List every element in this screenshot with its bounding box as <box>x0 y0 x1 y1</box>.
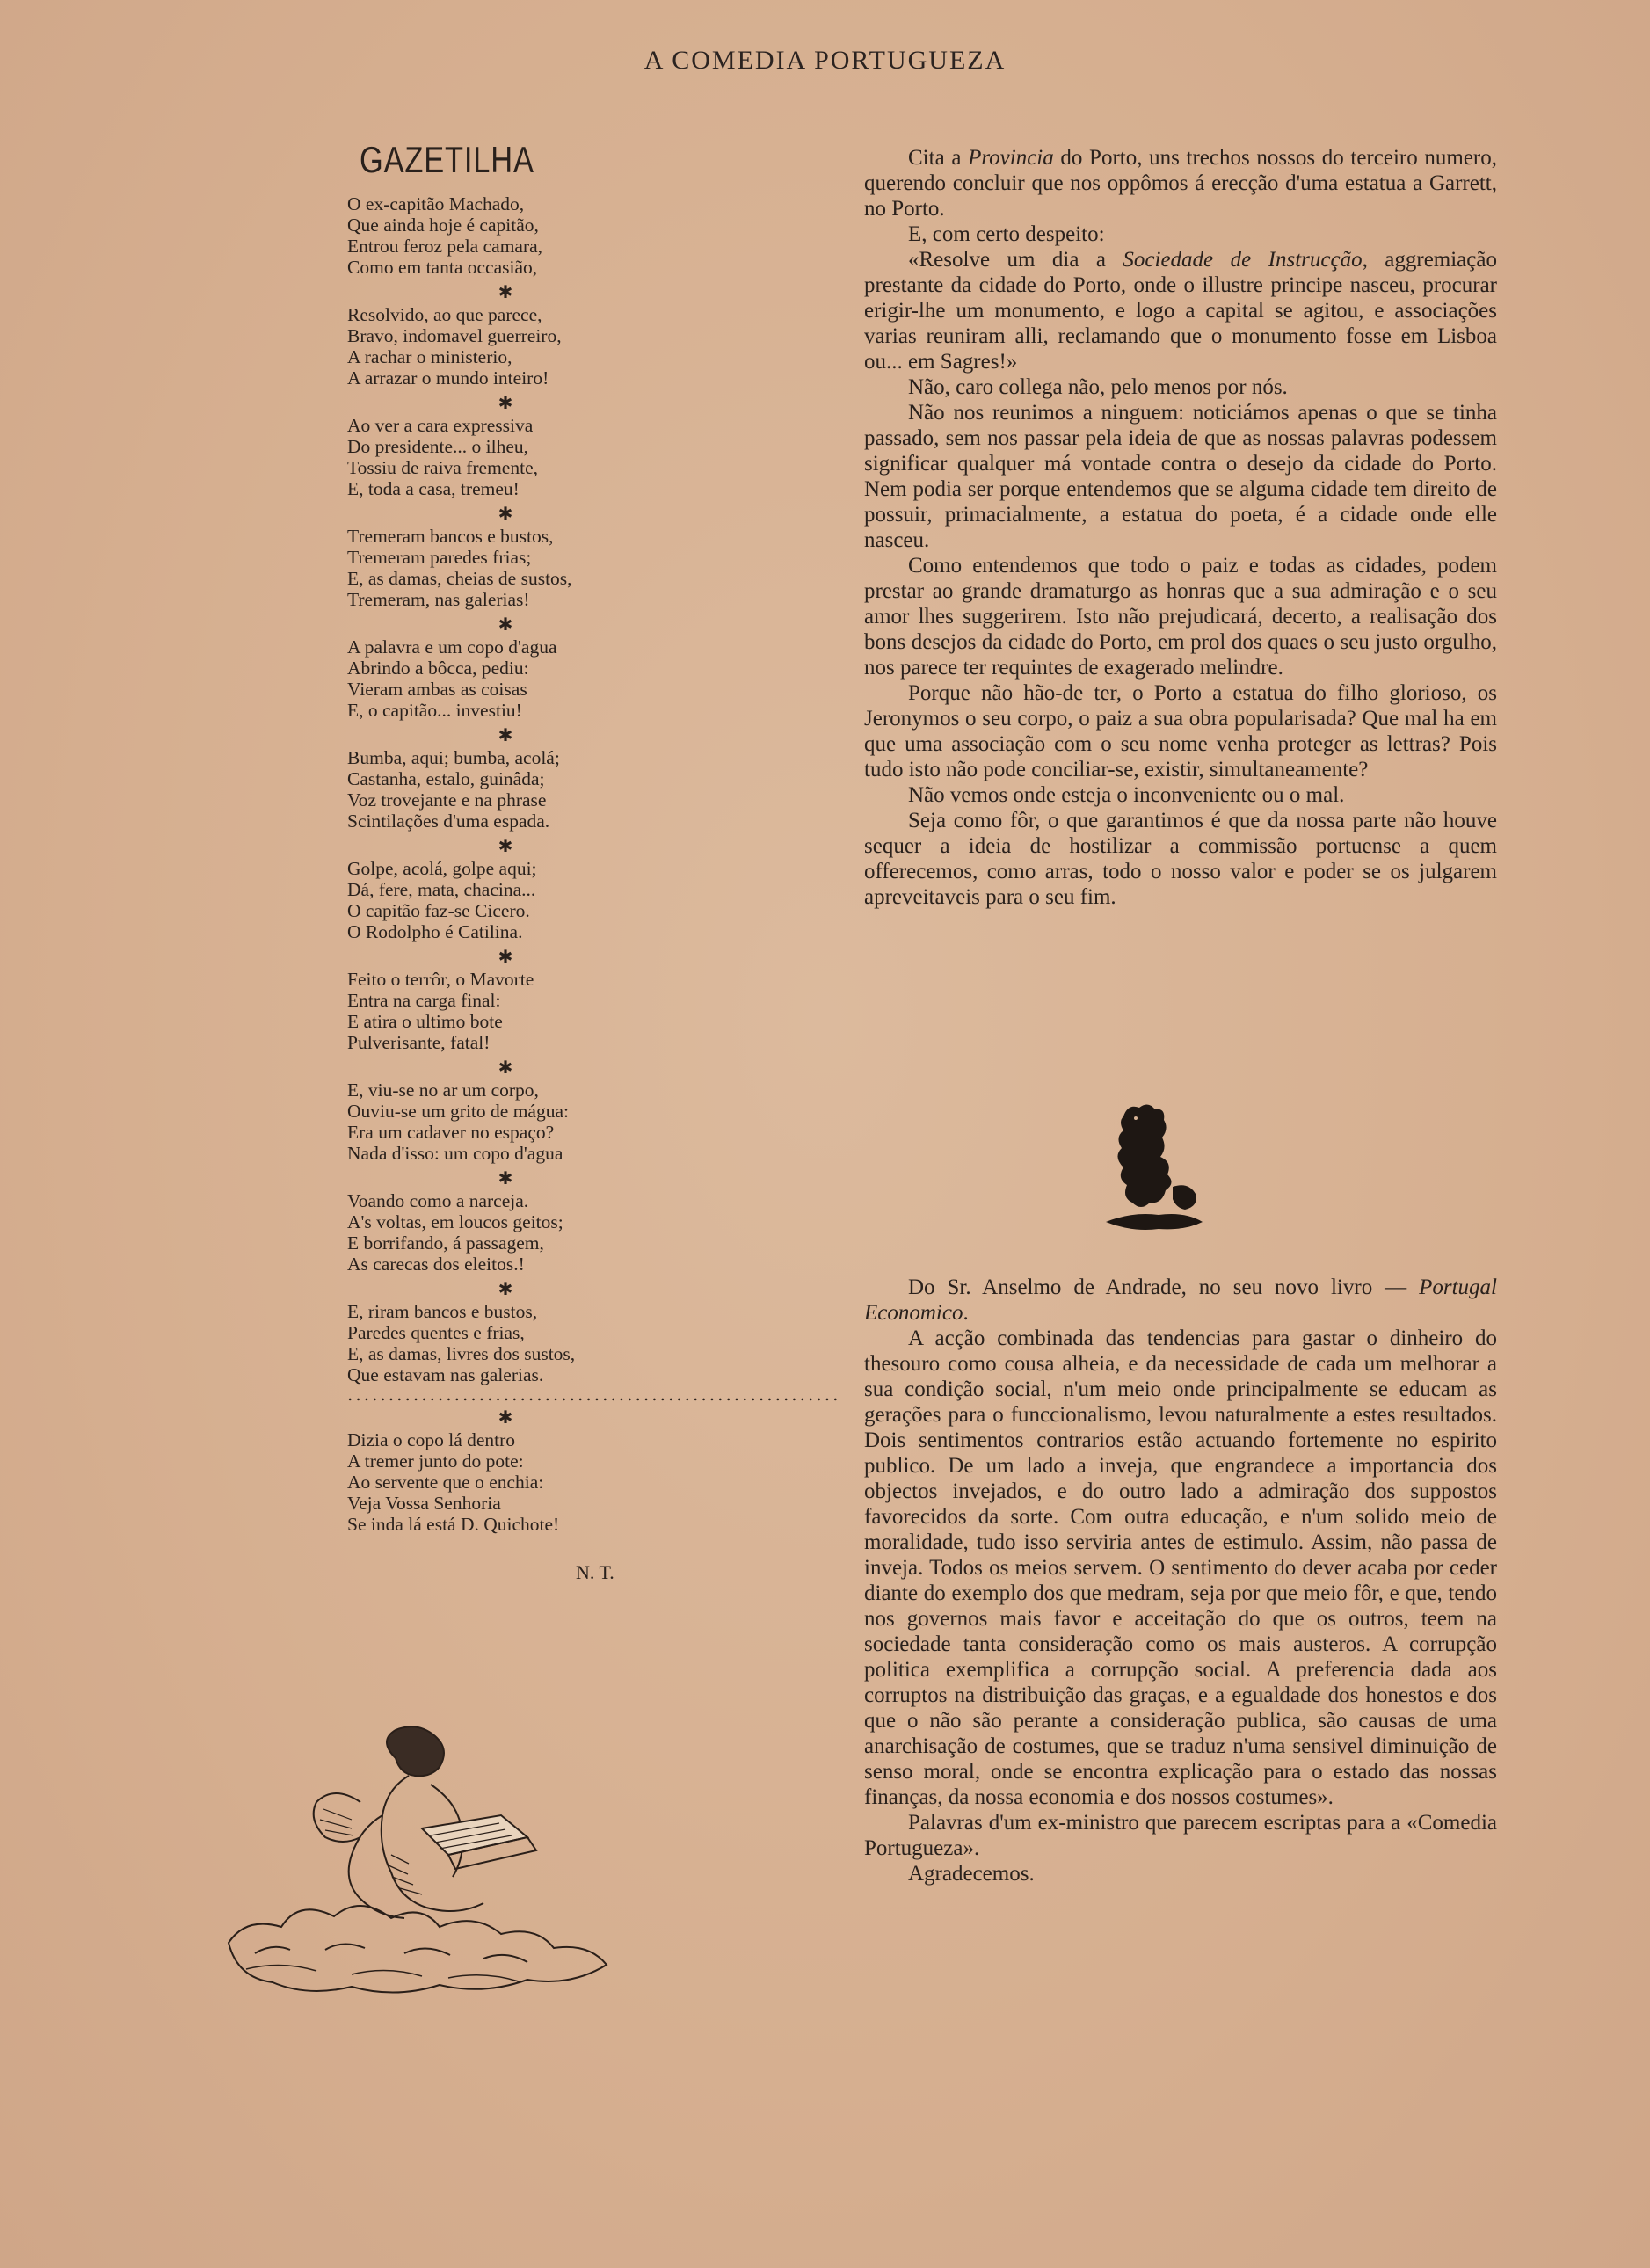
poem-line: Voando como a narceja. <box>347 1190 529 1211</box>
poem-stanza <box>347 747 664 832</box>
gazetilha-column <box>347 139 841 1584</box>
poem-line: E, viu-se no ar um corpo, <box>347 1079 539 1101</box>
stanza-separator: ✱ <box>498 1057 513 1078</box>
poem-line: Que ainda hoje é capitão, <box>347 214 539 236</box>
poem-line: E, as damas, cheias de sustos, <box>347 568 572 589</box>
article-provincia-body <box>864 145 1497 910</box>
poem-line: E, as damas, livres dos sustos, <box>347 1343 576 1364</box>
stanza-separator: ✱ <box>498 1278 513 1299</box>
poem-stanza <box>347 304 664 389</box>
poem-stanza <box>347 1190 664 1275</box>
stanza-separator: ✱ <box>498 614 513 635</box>
article-paragraph: Palavras d'um ex-ministro que parecem escriptas para a «Comedia Portugueza». <box>864 1811 1497 1860</box>
stanza-separator: ✱ <box>498 392 513 413</box>
poem-line: Ao ver a cara expressiva <box>347 415 534 436</box>
poem-line: A rachar o ministerio, <box>347 346 512 367</box>
poem-line: O Rodolpho é Catilina. <box>347 921 523 942</box>
poem-line: Nada d'isso: um copo d'agua <box>347 1143 563 1164</box>
cherub-reading-icon <box>220 1723 624 2004</box>
poem-signature: N. T. <box>576 1561 614 1583</box>
poem-stanza <box>347 415 664 499</box>
article-paragraph: Cita a Provincia do Porto, uns trechos nossos do terceiro numero, querendo concluir que nos oppômos á erecção d'uma estatua a Garrett, no Porto. <box>864 146 1497 221</box>
poem-stanza <box>347 193 664 278</box>
poem-line: A tremer junto do pote: <box>347 1450 524 1472</box>
poem-line: O capitão faz-se Cicero. <box>347 900 530 921</box>
poem-line: Tremeram, nas galerias! <box>347 589 530 610</box>
article-paragraph: Porque não hão-de ter, o Porto a estatua do filho glorioso, os Jeronymos o seu corpo, o paiz a sua obra popularisada? Que mal ha em que uma associação com o seu nome venha proteger as lettras? Pois tudo isto não pode conciliar-se, existir, simultaneamente? <box>864 681 1497 781</box>
stanza-separator: ✱ <box>498 1407 513 1428</box>
stanza-separator: ✱ <box>498 946 513 967</box>
poem-line: Que estavam nas galerias. <box>347 1364 544 1385</box>
poem-line: A's voltas, em loucos geitos; <box>347 1211 563 1232</box>
poem-line: Era um cadaver no espaço? <box>347 1122 555 1143</box>
poem-line: Ao servente que o enchia: <box>347 1472 544 1493</box>
poem-line: Entra na carga final: <box>347 990 501 1011</box>
article-paragraph: «Resolve um dia a Sociedade de Instrucção, aggremiação prestante da cidade do Porto, onde o illustre principe nasceu, procurar erigir-lhe um monumento, e logo a capital se agitou, e associações varias reuniram alli, reclamando que o monumento fosse em Lisboa ou... em Sagres!» <box>864 248 1497 374</box>
poem-line: Do presidente... o ilheu, <box>347 436 528 457</box>
poem-line: Feito o terrôr, o Mavorte <box>347 969 534 990</box>
article-paragraph: Não nos reunimos a ninguem: noticiámos apenas o que se tinha passado, sem nos passar pela ideia de que as nossas palavras podessem significar qualquer má vontade contra o desejo da cidade do Porto. Nem podia ser porque entendemos que se alguma cidade tem direito de possuir, primacialmente, a estatua do poeta, é a cidade onde elle nasceu. <box>864 401 1497 552</box>
article-paragraph: Não vemos onde esteja o inconveniente ou o mal. <box>908 783 1345 807</box>
poem-stanza <box>347 858 664 942</box>
article-anselmo-body <box>864 1275 1497 1886</box>
article-anselmo <box>864 1275 1497 1886</box>
poem-line: Como em tanta occasião, <box>347 257 538 278</box>
poem-line: O ex-capitão Machado, <box>347 193 525 214</box>
article-paragraph: E, com certo despeito: <box>908 222 1105 246</box>
poem-line: Paredes quentes e frias, <box>347 1322 525 1343</box>
poem-line: Tremeram bancos e bustos, <box>347 526 554 547</box>
poem-line: As carecas dos eleitos.! <box>347 1254 525 1275</box>
article-paragraph: Do Sr. Anselmo de Andrade, no seu novo livro — Portugal Economico. <box>864 1276 1497 1325</box>
page-header: A COMEDIA PORTUGUEZA <box>643 46 1007 75</box>
poem-stanza <box>347 969 664 1053</box>
poem-line: A arrazar o mundo inteiro! <box>347 367 549 389</box>
poem-stanza <box>347 1429 664 1535</box>
stanza-separator: ✱ <box>498 835 513 856</box>
poem-line: E borrifando, á passagem, <box>347 1232 544 1254</box>
dotted-divider: ............................................................ <box>347 1384 841 1405</box>
stanza-separator: ✱ <box>498 503 513 524</box>
article-paragraph: A acção combinada das tendencias para gastar o dinheiro do thesouro como cousa alheia, e da necessidade de cada um melhorar a sua condição social, n'um meio onde principalmente se educam as gerações para o funccionalismo, levou naturalmente a estes resultados. Dois sentimentos contrarios estão actuando fortemente no espirito publico. De um lado a inveja, que engrandece a importancia dos objectos invejados, e do outro lado a admiração dos suppostos favorecidos da sorte. Com outra educação, e n'um solido meio de moralidade, tudo isso serviria antes de estimulo. Assim, não passa de inveja. Todos os meios servem. O sentimento do dever acaba por ceder diante do exemplo dos que medram, seja por que meio fôr, e que, tendo nos governos mais favor e acceitação do que os outros, teem na sociedade tanta consideração como os mais austeros. A corrupção politica exemplifica a corrupção social. A preferencia dada aos corruptos na distribuição das graças, e a egualdade dos honestos e dos que o não são perante a consideração publica, são causas de uma anarchisação de costumes, que se traduz n'uma sensivel diminuição de senso moral, onde se encontra explicação para o estado das nossas finanças, da nossa economia e dos nossos costumes». <box>864 1327 1497 1809</box>
poem-line: Se inda lá está D. Quichote! <box>347 1514 560 1535</box>
poem-line: Golpe, acolá, golpe aqui; <box>347 858 537 879</box>
poem-stanza <box>347 526 664 610</box>
poem-line: Voz trovejante e na phrase <box>347 789 547 811</box>
poem-line: Tossiu de raiva fremente, <box>347 457 538 478</box>
poem-line: Pulverisante, fatal! <box>347 1032 491 1053</box>
article-provincia <box>864 145 1497 910</box>
stanza-separator: ✱ <box>498 281 513 302</box>
poem-line: Abrindo a bôcca, pediu: <box>347 658 529 679</box>
article-paragraph: Agradecemos. <box>908 1862 1035 1886</box>
dog-silhouette-icon <box>1097 1099 1211 1235</box>
poem-line: Veja Vossa Senhoria <box>347 1493 501 1514</box>
poem-line: Dá, fere, mata, chacina... <box>347 879 536 900</box>
poem-line: Dizia o copo lá dentro <box>347 1429 516 1450</box>
article-paragraph: Seja como fôr, o que garantimos é que da nossa parte não houve sequer a ideia de hostilizar a commissão portuense a quem offerecemos, como arras, todo o nosso valor e poder se os julgarem apreveitaveis para o seu fim. <box>864 809 1497 909</box>
stanza-separator: ✱ <box>498 1167 513 1189</box>
poem-line: Vieram ambas as coisas <box>347 679 527 700</box>
article-paragraph: Não, caro collega não, pelo menos por nós. <box>908 375 1288 399</box>
poem-line: Ouviu-se um grito de mágua: <box>347 1101 569 1122</box>
poem-line: E, riram bancos e bustos, <box>347 1301 538 1322</box>
poem-line: Bravo, indomavel guerreiro, <box>347 325 562 346</box>
poem-line: Tremeram paredes frias; <box>347 547 532 568</box>
poem-stanza <box>347 1301 664 1385</box>
poem-line: Castanha, estalo, guinâda; <box>347 768 545 789</box>
poem-body <box>347 193 841 1535</box>
poem-line: E, o capitão... investiu! <box>347 700 522 721</box>
poem-line: Scintilações d'uma espada. <box>347 811 550 832</box>
gazetilha-title: GAZETILHA <box>360 139 534 180</box>
article-paragraph: Como entendemos que todo o paiz e todas as cidades, podem prestar ao grande dramaturgo as honras que a sua admiração e o seu amor lhes suggerirem. Isto não prejudicará, decerto, a realisação dos bons desejos da cidade do Porto, em prol dos quaes o seu justo orgulho, nos parece ter requintes de exagerado melindre. <box>864 554 1497 680</box>
stanza-separator: ✱ <box>498 724 513 745</box>
poem-line: E, toda a casa, tremeu! <box>347 478 520 499</box>
poem-line: A palavra e um copo d'agua <box>347 636 557 658</box>
poem-line: E atira o ultimo bote <box>347 1011 503 1032</box>
poem-line: Resolvido, ao que parece, <box>347 304 542 325</box>
poem-line: Entrou feroz pela camara, <box>347 236 543 257</box>
poem-stanza <box>347 1079 664 1164</box>
poem-line: Bumba, aqui; bumba, acolá; <box>347 747 560 768</box>
poem-stanza <box>347 636 664 721</box>
